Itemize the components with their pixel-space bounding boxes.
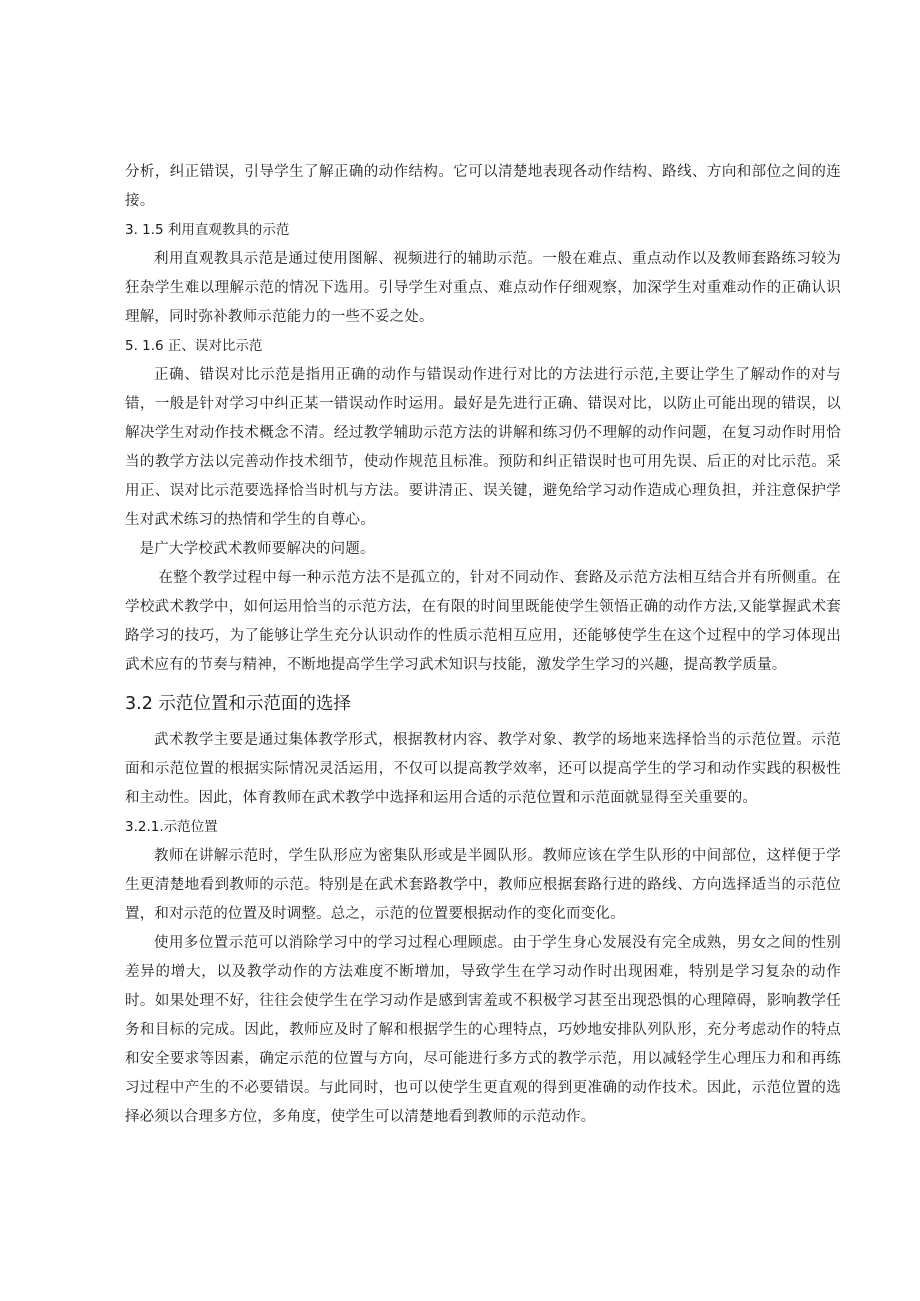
paragraph-visual-aids: 利用直观教具示范是通过使用图解、视频进行的辅助示范。一般在难点、重点动作以及教师套路练习较为狂杂学生难以理解示范的情况下选用。引导学生对重点、难点动作仔细观察，加深学生对重难动作的正确认识理解，同时弥补教师示范能力的一些不妥之处。	[125, 251, 841, 325]
section-heading-3-2: 3.2 示范位置和示范面的选择	[125, 694, 351, 714]
paragraph-demo-position: 教师在讲解示范时，学生队形应为密集队形或是半圆队形。教师应该在学生队形的中间部位，这样便于学生更清楚地看到教师的示范。特别是在武术套路教学中，教师应根据套路行进的路线、方向选择适当的示范位置，和对示范的位置及时调整。总之，示范的位置要根据动作的变化而变化。	[125, 848, 841, 922]
paragraph-multi-position: 使用多位置示范可以消除学习中的学习过程心理顾虑。由于学生身心发展没有完全成熟，男女之间的性别差异的增大，以及教学动作的方法难度不断增加，导致学生在学习动作时出现困难，特别是学习复杂的动作时。如果处理不好，往往会使学生在学习动作是感到害羞或不积极学习甚至出现恐惧的心理障碍，影响教学任务和目标的完成。因此，教师应及时了解和根据学生的心理特点，巧妙地安排队列队形，充分考虑动作的特点和安全要求等因素，确定示范的位置与方向，尽可能进行多方式的教学示范，用以减轻学生心理压力和和再练习过程中产生的不必要错误。与此同时，也可以使学生更直观的得到更准确的动作技术。因此，示范位置的选择必须以合理多方位，多角度，使学生可以清楚地看到教师的示范动作。	[125, 935, 841, 1125]
subheading-3-2-1: 3.2.1.示范位置	[125, 819, 218, 835]
subheading-1-6: 5. 1.6 正、误对比示范	[125, 338, 263, 354]
document-page	[125, 158, 841, 1132]
subheading-1-5: 3. 1.5 利用直观教具的示范	[125, 222, 290, 238]
paragraph-teaching-process: 在整个教学过程中每一种示范方法不是孤立的，针对不同动作、套路及示范方法相互结合并有所侧重。在学校武术教学中，如何运用恰当的示范方法，在有限的时间里既能使学生领悟正确的动作方法,又能掌握武术套路学习的技巧，为了能够让学生充分认识动作的性质示范相互应用，还能够使学生在这个过程中的学习体现出武术应有的节奏与精神，不断地提高学生学习武术知识与技能，激发学生学习的兴趣，提高教学质量。	[125, 570, 841, 673]
paragraph-problem: 是广大学校武术教师要解决的问题。	[139, 541, 375, 557]
paragraph-continuation: 分析，纠正错误，引导学生了解正确的动作结构。它可以清楚地表现各动作结构、路线、方向和部位之间的连接。	[125, 164, 841, 209]
paragraph-collective-teaching: 武术教学主要是通过集体教学形式，根据教材内容、教学对象、教学的场地来选择恰当的示范位置。示范面和示范位置的根据实际情况灵活运用，不仅可以提高教学效率，还可以提高学生的学习和动作实践的积极性和主动性。因此，体育教师在武术教学中选择和运用合适的示范位置和示范面就显得至关重要的。	[125, 732, 841, 806]
paragraph-contrast-demo: 正确、错误对比示范是指用正确的动作与错误动作进行对比的方法进行示范,主要让学生了解动作的对与错，一般是针对学习中纠正某一错误动作时运用。最好是先进行正确、错误对比，以防止可能出现的错误，以解决学生对动作技术概念不清。经过教学辅助示范方法的讲解和练习仍不理解的动作问题，在复习动作时用恰当的教学方法以完善动作技术细节，使动作规范且标准。预防和纠正错误时也可用先误、后正的对比示范。采用正、误对比示范要选择恰当时机与方法。要讲清正、误关键，避免给学习动作造成心理负担，并注意保护学生对武术练习的热情和学生的自尊心。	[125, 367, 841, 528]
